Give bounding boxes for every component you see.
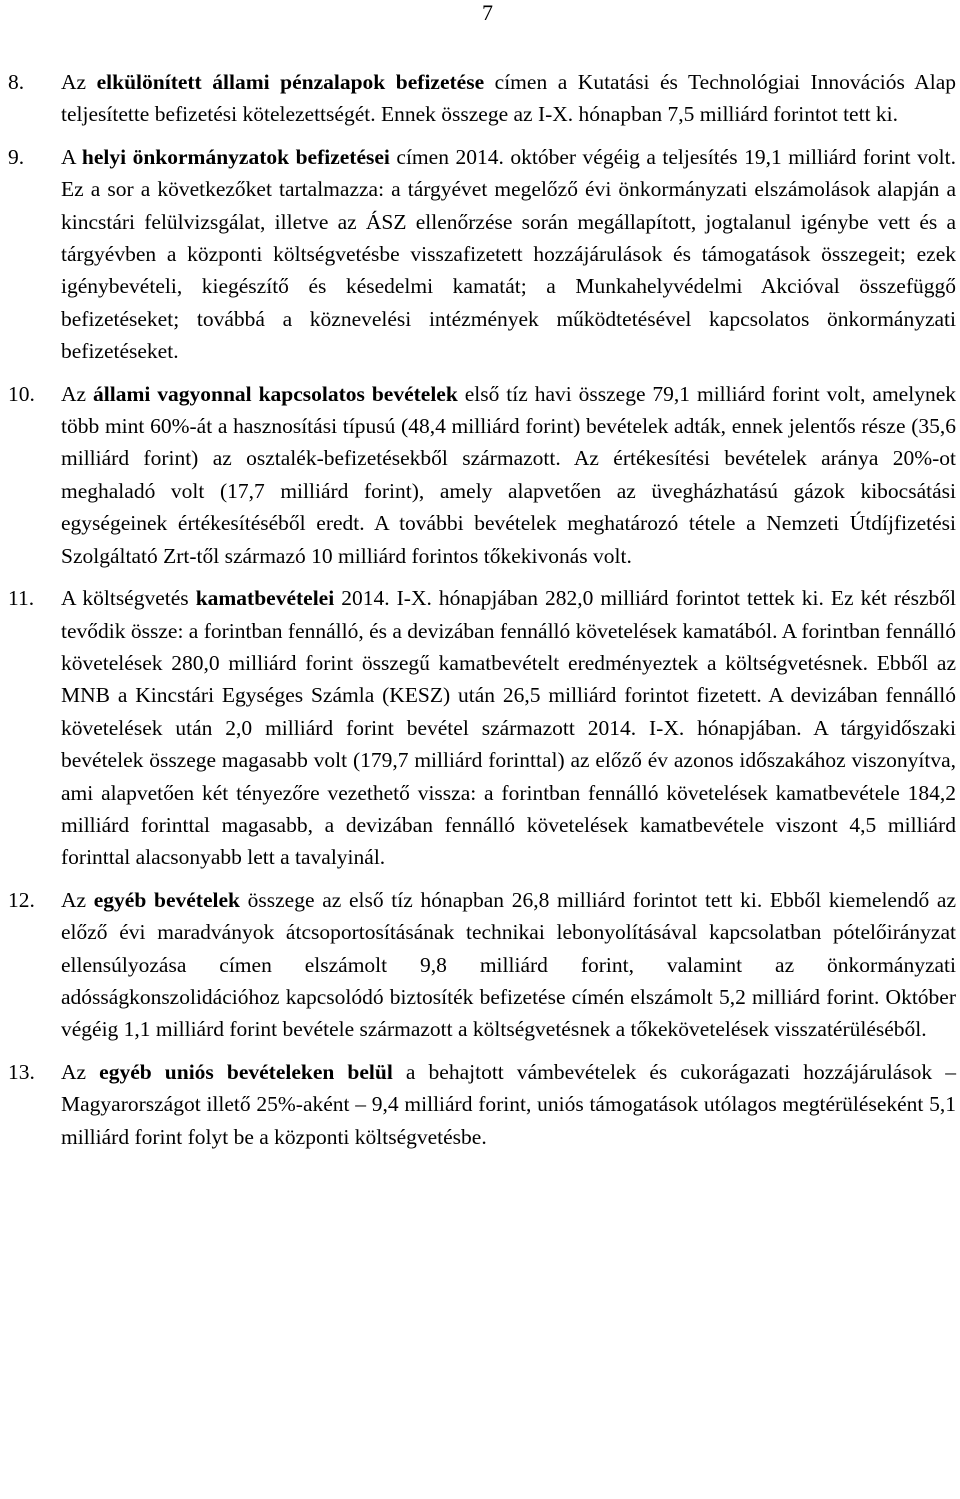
text-run: Az xyxy=(61,381,93,406)
item-number: 12. xyxy=(8,887,35,912)
bold-term: helyi önkormányzatok befizetései xyxy=(81,144,390,169)
document-body xyxy=(8,66,956,1163)
text-run: A xyxy=(61,144,82,169)
text-run: Az xyxy=(61,887,94,912)
list-item xyxy=(8,66,956,131)
bold-term: egyéb uniós bevételeken belül xyxy=(99,1059,393,1084)
item-text xyxy=(61,884,956,1046)
text-run: első tíz havi összege 79,1 milliárd forint volt, amelynek több mint 60%-át a hasznosítási típusú (48,4 milliárd forint) bevételek adták, ennek jelentős része (35,6 milliárd forint) az osztalék-befizetésekből származott. Az értékesítési bevételek aránya 20%-ot meghaladó volt (17,7 milliárd forint), amely alapvetően az üvegházhatású gázok kibocsátási egységeinek értékesítéséből eredt. A további bevételek meghatározó tétele a Nemzeti Útdíjfizetési Szolgáltató Zrt-től származó 10 milliárd forintos tőkekivonás volt. xyxy=(61,381,956,568)
list-item xyxy=(8,582,956,874)
item-text xyxy=(61,378,956,572)
item-number: 8. xyxy=(8,70,25,94)
item-number: 9. xyxy=(8,144,25,169)
bold-term: kamatbevételei xyxy=(195,586,335,611)
text-run: a behajtott vámbevételek és cukorágazati hozzájárulások – Magyarországot illető 25%-aként – 9,4 milliárd forint, uniós támogatások utólagos megtérüléseként 5,1 milliárd forint folyt be a központi költségvetésbe. xyxy=(61,1059,956,1149)
item-text xyxy=(61,582,956,874)
text-run: A költségvetés xyxy=(61,586,196,611)
text-run: Az xyxy=(61,70,97,94)
list-item xyxy=(8,141,956,368)
item-number: 10. xyxy=(8,381,35,406)
item-number: 11. xyxy=(8,586,35,611)
list-item xyxy=(8,378,956,572)
item-text xyxy=(61,141,956,368)
bold-term: egyéb bevételek xyxy=(93,887,240,912)
text-run: összege az első tíz hónapban 26,8 milliárd forintot tett ki. Ebből kiemelendő az előző évi maradványok átcsoportosításának technikai lebonyolításával kapcsolatban pótelőirányzat ellensúlyozása címen elszámolt 9,8 milliárd forint, valamint az önkormányzati adósságkonszolidációhoz kapcsolódó biztosíték befizetése címén elszámolt 5,2 milliárd forint. Október végéig 1,1 milliárd forint bevétele származott a költségvetésnek a tőkekövetelések visszatérüléséből. xyxy=(61,887,956,1042)
bold-term: állami vagyonnal kapcsolatos bevételek xyxy=(93,381,458,406)
list-item xyxy=(8,884,956,1046)
text-run: címen 2014. október végéig a teljesítés 19,1 milliárd forint volt. Ez a sor a következőket tartalmazza: a tárgyévet megelőző évi önkormányzati elszámolások alapján a kincstári felülvizsgálat, illetve az ÁSZ ellenőrzése során megállapított, jogtalanul igénybe vett és a tárgyévben a központi költségvetésbe visszafizetett hozzájárulások és támogatások összegeit; ezek igénybevételi, kiegészítő és késedelmi kamatát; a Munkahelyvédelmi Akcióval összefüggő befizetéseket; továbbá a köznevelési intézmények működtetésével kapcsolatos önkormányzati befizetéseket. xyxy=(61,144,956,364)
item-text xyxy=(61,1056,956,1153)
list-item xyxy=(8,1056,956,1153)
text-run: Az xyxy=(61,1059,100,1084)
text-run: címen a Kutatási és Technológiai Innovációs Alap teljesítette befizetési kötelezettségét. Ennek összege az I-X. hónapban 7,5 milliárd forintot tett ki. xyxy=(61,70,956,127)
text-run: 2014. I-X. hónapjában 282,0 milliárd forintot tettek ki. Ez két részből tevődik össze: a forintban fennálló, és a devizában fennálló követelések kamatából. A forintban fennálló követelések 280,0 milliárd forint összegű kamatbevételt eredményeztek a költségvetésnek. Ebből az MNB a Kincstári Egységes Számla (KESZ) után 26,5 milliárd forintot fizetett. A devizában fennálló követelések után 2,0 milliárd forint bevétel származott 2014. I-X. hónapjában. A tárgyidőszaki bevételek összege magasabb volt (179,7 milliárd forinttal) az előző év azonos időszakához viszonyítva, ami alapvetően két tényezőre vezethető vissza: a forintban fennálló követelések kamatbevétele 184,2 milliárd forinttal magasabb, a devizában fennálló követelések kamatbevétele viszont 4,5 milliárd forinttal alacsonyabb lett a tavalyinál. xyxy=(61,586,957,870)
page-number: 7 xyxy=(482,0,493,25)
item-number: 13. xyxy=(8,1059,35,1084)
item-text xyxy=(61,66,956,131)
bold-term: elkülönített állami pénzalapok befizetése xyxy=(96,70,485,94)
